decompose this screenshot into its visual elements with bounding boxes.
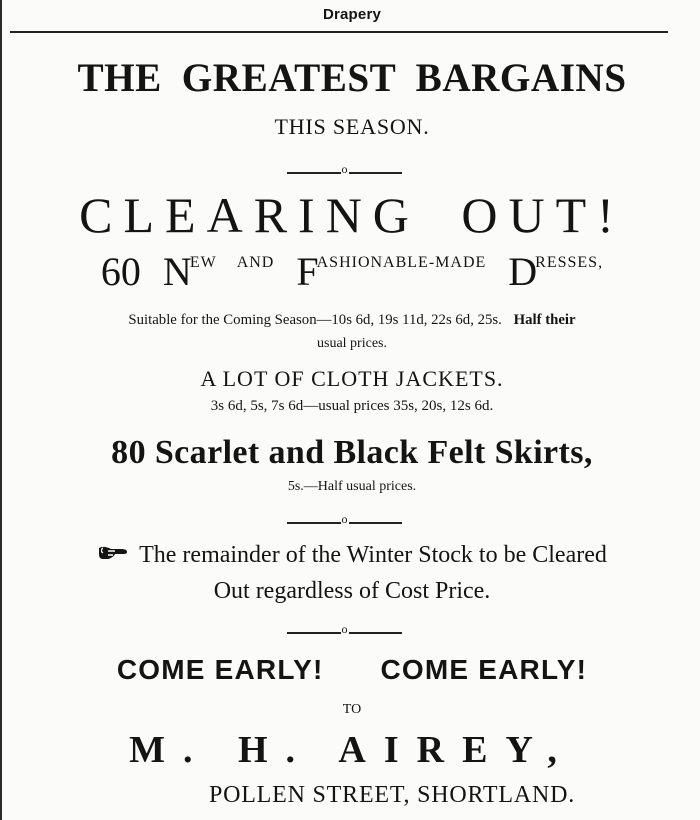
come-early-line <box>2 654 700 686</box>
dress-prices-line <box>2 312 700 329</box>
come-early-right: COME EARLY! <box>380 654 588 685</box>
remainder-line-1 <box>2 542 700 569</box>
clearing-out-title: CLEARING OUT! <box>79 187 625 243</box>
section-header: Drapery <box>322 6 382 23</box>
dresses-initial: D <box>508 249 538 294</box>
skirt-prices: 5s.—Half usual prices. <box>287 479 417 494</box>
jackets-heading: A LOT OF CLOTH JACKETS. <box>200 366 504 391</box>
dress-prices: Suitable for the Coming Season—10s 6d, 19s 11d, 22s 6d, 25s. <box>128 312 502 328</box>
dress-count: 60 <box>100 249 141 294</box>
remainder-line-2: Out regardless of Cost Price. <box>213 578 491 604</box>
business-name: M. H. AIREY, <box>129 729 575 771</box>
fashionable-rest: ASHIONABLE-MADE <box>316 254 487 271</box>
ornament-divider <box>287 162 402 180</box>
come-early-left: COME EARLY! <box>116 654 324 685</box>
divider-mark: o <box>341 512 348 526</box>
dress-prices-continuation: usual prices. <box>317 336 387 351</box>
jacket-prices: 3s 6d, 5s, 7s 6d—usual prices 35s, 20s, 12s 6d. <box>210 398 494 414</box>
business-address: POLLEN STREET, SHORTLAND. <box>208 782 576 808</box>
dresses-rest: RESSES, <box>535 254 604 271</box>
dress-half-price-note: Half their <box>513 312 576 328</box>
dresses-headline <box>2 248 700 295</box>
remainder-text-1: The remainder of the Winter Stock to be Cleared <box>139 542 607 568</box>
skirts-heading: 80 Scarlet and Black Felt Skirts, <box>111 434 593 471</box>
main-headline: THE GREATEST BARGAINS <box>77 55 627 100</box>
divider-mark: o <box>341 622 348 636</box>
to-label: TO <box>342 702 362 717</box>
headline-subtitle: THIS SEASON. <box>274 114 430 139</box>
and-word: AND <box>236 254 275 271</box>
new-initial: N <box>162 249 192 294</box>
header-rule <box>10 31 668 33</box>
fashionable-initial: F <box>296 249 319 294</box>
ornament-divider <box>287 512 402 530</box>
ornament-divider <box>287 622 402 640</box>
new-rest: EW <box>189 254 217 271</box>
pointing-hand-icon <box>97 542 129 564</box>
divider-mark: o <box>341 162 348 176</box>
